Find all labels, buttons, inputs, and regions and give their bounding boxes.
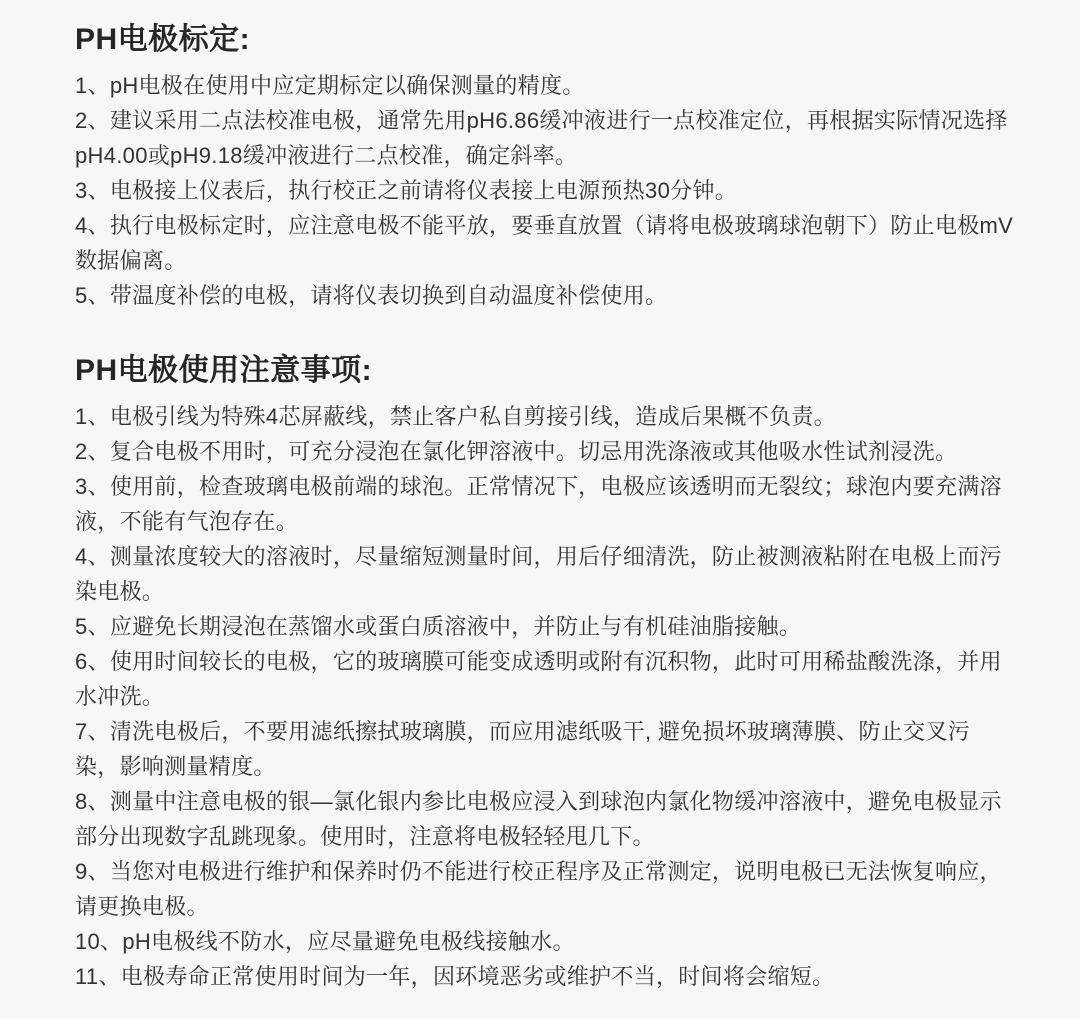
usage-note-11: 11、电极寿命正常使用时间为一年，因环境恶劣或维护不当，时间将会缩短。 [75,964,835,989]
calibration-section [75,18,1014,313]
usage-note-2: 2、复合电极不用时，可充分浸泡在氯化钾溶液中。切忌用洗涤液或其他吸水性试剂浸洗。 [75,439,958,464]
calibration-item-2: 2、建议采用二点法校准电极，通常先用pH6.86缓冲液进行一点校准定位，再根据实际情况选择pH4.00或pH9.18缓冲液进行二点校准，确定斜率。 [75,108,1008,168]
calibration-item-3: 3、电极接上仪表后，执行校正之前请将仪表接上电源预热30分钟。 [75,178,738,203]
usage-notes-section [75,349,1014,994]
usage-note-8: 8、测量中注意电极的银—氯化银内参比电极应浸入到球泡内氯化物缓冲溶液中，避免电极显示部分出现数字乱跳现象。使用时，注意将电极轻轻甩几下。 [75,789,1002,849]
calibration-item-4: 4、执行电极标定时，应注意电极不能平放，要垂直放置（请将电极玻璃球泡朝下）防止电极mV数据偏离。 [75,213,1014,273]
usage-note-3: 3、使用前，检查玻璃电极前端的球泡。正常情况下，电极应该透明而无裂纹；球泡内要充满溶液，不能有气泡存在。 [75,474,1002,534]
usage-note-1: 1、电极引线为特殊4芯屏蔽线，禁止客户私自剪接引线，造成后果概不负责。 [75,404,836,429]
usage-note-6: 6、使用时间较长的电极，它的玻璃膜可能变成透明或附有沉积物，此时可用稀盐酸洗涤，并用水冲洗。 [75,649,1002,709]
usage-note-9: 9、当您对电极进行维护和保养时仍不能进行校正程序及正常测定，说明电极已无法恢复响应，请更换电极。 [75,859,1002,919]
calibration-item-5: 5、带温度补偿的电极，请将仪表切换到自动温度补偿使用。 [75,283,668,308]
usage-note-5: 5、应避免长期浸泡在蒸馏水或蛋白质溶液中，并防止与有机硅油脂接触。 [75,614,802,639]
calibration-item-1: 1、pH电极在使用中应定期标定以确保测量的精度。 [75,73,585,98]
usage-note-7: 7、清洗电极后，不要用滤纸擦拭玻璃膜，而应用滤纸吸干, 避免损坏玻璃薄膜、防止交叉污染，影响测量精度。 [75,719,971,779]
usage-note-10: 10、pH电极线不防水，应尽量避免电极线接触水。 [75,929,575,954]
usage-notes-section-heading: PH电极使用注意事项: [75,354,373,387]
usage-note-4: 4、测量浓度较大的溶液时，尽量缩短测量时间，用后仔细清洗，防止被测液粘附在电极上而污染电极。 [75,544,1002,604]
calibration-section-heading: PH电极标定: [75,23,251,56]
